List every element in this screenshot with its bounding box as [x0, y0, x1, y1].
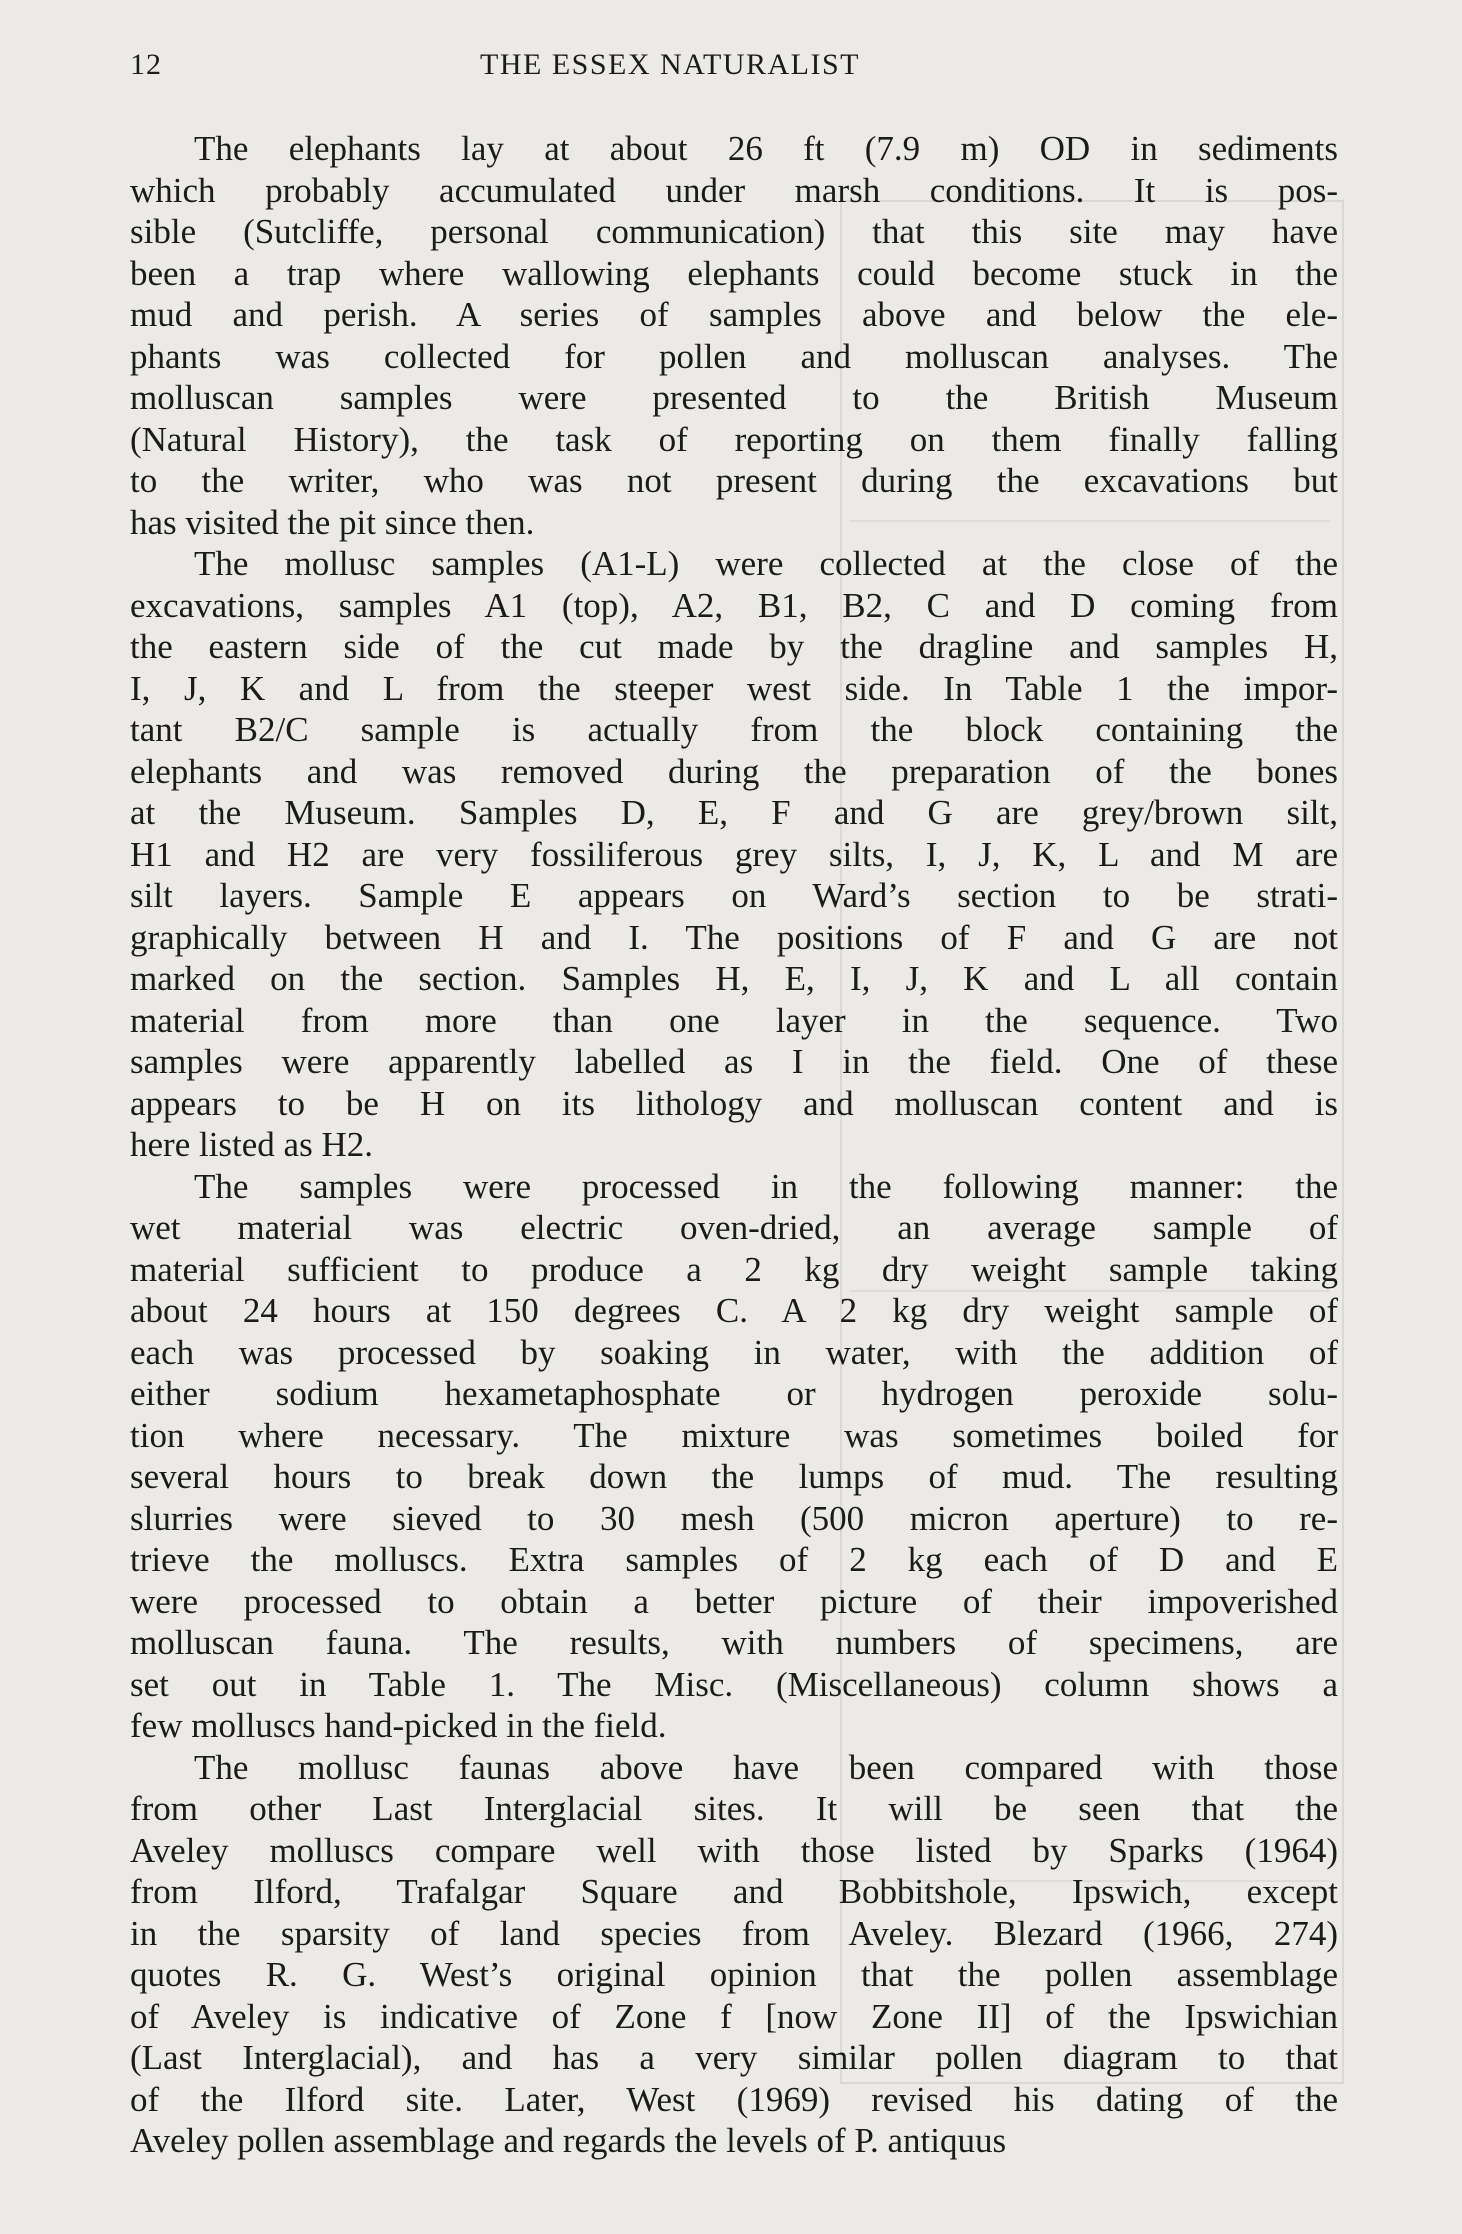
text-line: elephants and was removed during the preparation of the bones	[130, 751, 1338, 791]
text-line: The elephants lay at about 26 ft (7.9 m) OD in sediments	[194, 129, 1338, 168]
text-line: several hours to break down the lumps of mud. The resulting	[130, 1457, 1338, 1496]
text-line: The samples were processed in the following manner: the	[194, 1166, 1338, 1206]
text-line: tion where necessary. The mixture was sometimes boiled for	[130, 1415, 1338, 1455]
text-line: quotes R. G. West’s original opinion that the pollen assemblage	[130, 1955, 1338, 1994]
paragraph	[130, 128, 1338, 543]
paragraph	[130, 1166, 1338, 1747]
text-line: Aveley molluscs compare well with those listed by Sparks (1964)	[130, 1830, 1338, 1870]
body-text	[130, 128, 1338, 2162]
text-line: about 24 hours at 150 degrees C. A 2 kg dry weight sample of	[130, 1291, 1338, 1330]
text-line: of Aveley is indicative of Zone f [now Zone II] of the Ipswichian	[130, 1996, 1338, 2036]
page-number: 12	[130, 48, 162, 81]
page-header	[130, 48, 1330, 88]
text-line: The mollusc samples (A1-L) were collected at the close of the	[194, 544, 1338, 583]
text-line: here listed as H2.	[130, 1125, 373, 1164]
text-line: either sodium hexametaphosphate or hydrogen peroxide solu-	[130, 1374, 1338, 1413]
text-line: graphically between H and I. The positions of F and G are not	[130, 917, 1338, 957]
text-line: wet material was electric oven-dried, an average sample of	[130, 1208, 1338, 1247]
text-line: I, J, K and L from the steeper west side. In Table 1 the impor-	[130, 668, 1338, 708]
text-line: few molluscs hand-picked in the field.	[130, 1706, 667, 1745]
text-line: tant B2/C sample is actually from the block containing the	[130, 710, 1338, 749]
text-line: to the writer, who was not present during the excavations but	[130, 461, 1338, 500]
text-line: the eastern side of the cut made by the dragline and samples H,	[130, 627, 1338, 666]
text-line: phants was collected for pollen and molluscan analyses. The	[130, 336, 1338, 376]
text-line: of the Ilford site. Later, West (1969) revised his dating of the	[130, 2079, 1338, 2119]
text-line: appears to be H on its lithology and molluscan content and is	[130, 1083, 1338, 1123]
text-line: in the sparsity of land species from Aveley. Blezard (1966, 274)	[130, 1913, 1338, 1953]
text-line: from Ilford, Trafalgar Square and Bobbitshole, Ipswich, except	[130, 1872, 1338, 1911]
paragraph	[130, 1747, 1338, 2162]
text-line: The mollusc faunas above have been compared with those	[194, 1747, 1338, 1787]
text-line: from other Last Interglacial sites. It will be seen that the	[130, 1789, 1338, 1828]
text-line: mud and perish. A series of samples above and below the ele-	[130, 295, 1338, 334]
text-line: silt layers. Sample E appears on Ward’s section to be strati-	[130, 876, 1338, 915]
text-line: material from more than one layer in the sequence. Two	[130, 1000, 1338, 1040]
text-line: slurries were sieved to 30 mesh (500 micron aperture) to re-	[130, 1498, 1338, 1538]
text-line: excavations, samples A1 (top), A2, B1, B2, C and D coming from	[130, 585, 1338, 625]
text-line: has visited the pit since then.	[130, 502, 535, 542]
text-line: at the Museum. Samples D, E, F and G are grey/brown silt,	[130, 793, 1338, 832]
text-line: trieve the molluscs. Extra samples of 2 kg each of D and E	[130, 1540, 1338, 1579]
text-line: been a trap where wallowing elephants could become stuck in the	[130, 253, 1338, 293]
text-line: marked on the section. Samples H, E, I, J, K and L all contain	[130, 959, 1338, 998]
text-line: were processed to obtain a better picture of their impoverished	[130, 1581, 1338, 1621]
text-line: each was processed by soaking in water, with the addition of	[130, 1332, 1338, 1372]
text-line: material sufficient to produce a 2 kg dry weight sample taking	[130, 1249, 1338, 1289]
text-line: Aveley pollen assemblage and regards the levels of P. antiquus	[130, 2121, 1007, 2160]
text-line: which probably accumulated under marsh conditions. It is pos-	[130, 170, 1338, 210]
text-line: molluscan samples were presented to the British Museum	[130, 378, 1338, 417]
text-line: set out in Table 1. The Misc. (Miscellaneous) column shows a	[130, 1664, 1338, 1704]
text-line: (Last Interglacial), and has a very similar pollen diagram to that	[130, 2038, 1338, 2077]
text-line: samples were apparently labelled as I in the field. One of these	[130, 1042, 1338, 1081]
text-line: H1 and H2 are very fossiliferous grey silts, I, J, K, L and M are	[130, 834, 1338, 874]
text-line: sible (Sutcliffe, personal communication) that this site may have	[130, 212, 1338, 251]
paragraph	[130, 543, 1338, 1166]
text-line: (Natural History), the task of reporting on them finally falling	[130, 419, 1338, 459]
running-head: THE ESSEX NATURALIST	[480, 48, 860, 81]
text-line: molluscan fauna. The results, with numbers of specimens, are	[130, 1623, 1338, 1662]
